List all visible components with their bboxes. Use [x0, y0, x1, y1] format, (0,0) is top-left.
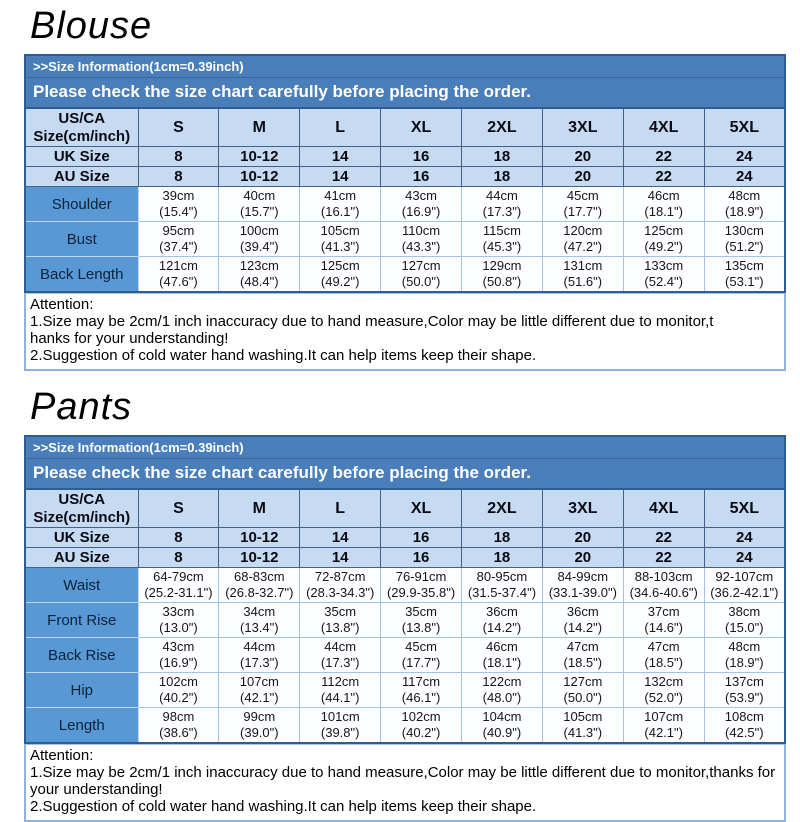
attention-note	[24, 744, 786, 822]
measurement-value-cell	[300, 568, 381, 603]
size-column-header: XL	[381, 489, 462, 528]
measurement-inch: (29.9-35.8")	[386, 585, 456, 600]
measurement-inch: (18.9")	[725, 655, 764, 670]
au-size-value: 10-12	[219, 548, 300, 568]
measurement-inch: (18.1")	[482, 655, 522, 670]
measurement-row	[25, 673, 785, 708]
measurement-cm: 133cm	[644, 258, 684, 273]
measurement-cm: 102cm	[158, 674, 198, 689]
size-column-header: S	[138, 108, 219, 147]
size-column-header: 3XL	[542, 108, 623, 147]
attention-line: Attention:	[30, 296, 94, 313]
measurement-cm: 44cm	[324, 639, 357, 654]
measurement-cm: 92-107cm	[715, 569, 774, 584]
size-table-body	[25, 108, 785, 292]
size-table	[24, 107, 786, 293]
measurement-cm: 35cm	[405, 604, 437, 619]
uk-size-value: 16	[381, 528, 462, 548]
measurement-value-cell	[542, 222, 623, 257]
measurement-inch: (51.2")	[725, 239, 764, 254]
size-check-notice: Please check the size chart carefully before placing the order.	[33, 82, 531, 101]
measurement-inch: (26.8-32.7")	[225, 585, 294, 600]
measurement-cm: 33cm	[162, 604, 195, 619]
measurement-value-cell	[138, 708, 219, 744]
size-sheet	[24, 435, 786, 822]
size-column-header: 3XL	[542, 489, 623, 528]
measurement-inch: (17.3")	[240, 655, 279, 670]
size-column-header: L	[300, 489, 381, 528]
measurement-cm: 122cm	[482, 674, 522, 689]
measurement-value-cell	[219, 568, 300, 603]
measurement-inch: (25.2-31.1")	[144, 585, 213, 600]
size-header-row	[25, 108, 785, 147]
measurement-cm: 37cm	[647, 604, 680, 619]
measurement-cm: 110cm	[402, 223, 441, 238]
measurement-inch: (13.4")	[240, 620, 279, 635]
measurement-inch: (17.7")	[401, 655, 441, 670]
measurement-value-cell	[704, 603, 785, 638]
measurement-label: Bust	[25, 222, 138, 257]
measurement-cm: 131cm	[563, 258, 603, 273]
measurement-value-cell	[623, 603, 704, 638]
measurement-value-cell	[462, 568, 543, 603]
size-column-header: 5XL	[704, 489, 785, 528]
measurement-cm: 112cm	[321, 674, 360, 689]
measurement-value-cell	[138, 673, 219, 708]
measurement-inch: (13.0")	[159, 620, 198, 635]
corner-header-line: US/CA	[58, 490, 106, 508]
measurement-value-cell	[219, 187, 300, 222]
au-size-value: 22	[623, 548, 704, 568]
measurement-inch: (39.8")	[320, 725, 360, 740]
uk-size-value: 10-12	[219, 528, 300, 548]
measurement-label: Back Rise	[25, 638, 138, 673]
au-size-value: 18	[462, 548, 543, 568]
measurement-value-cell	[381, 568, 462, 603]
uk-size-value: 24	[704, 147, 785, 167]
measurement-inch: (16.9")	[401, 204, 441, 219]
measurement-inch: (52.4")	[644, 274, 683, 289]
measurement-inch: (47.2")	[563, 239, 603, 254]
measurement-value-cell	[138, 187, 219, 222]
size-chart-page	[0, 4, 800, 822]
measurement-cm: 107cm	[239, 674, 279, 689]
measurement-inch: (18.9")	[725, 204, 764, 219]
measurement-value-cell	[623, 638, 704, 673]
measurement-inch: (49.2")	[644, 239, 683, 254]
measurement-value-cell	[300, 708, 381, 744]
uk-size-value: 20	[542, 147, 623, 167]
corner-header-line: Size(cm/inch)	[33, 508, 131, 526]
measurement-cm: 45cm	[405, 639, 437, 654]
measurement-cm: 35cm	[324, 604, 357, 619]
uk-size-value: 18	[462, 528, 543, 548]
measurement-inch: (34.6-40.6")	[629, 585, 698, 600]
measurement-cm: 127cm	[563, 674, 603, 689]
measurement-cm: 98cm	[162, 709, 195, 724]
measurement-cm: 99cm	[243, 709, 276, 724]
measurement-inch: (52.0")	[644, 690, 683, 705]
au-size-row	[25, 167, 785, 187]
uk-size-row	[25, 528, 785, 548]
measurement-inch: (39.4")	[240, 239, 279, 254]
au-size-row	[25, 548, 785, 568]
attention-line: Attention:	[30, 747, 94, 764]
au-size-value: 16	[381, 548, 462, 568]
measurement-cm: 105cm	[320, 223, 360, 238]
measurement-value-cell	[219, 708, 300, 744]
uk-size-value: 10-12	[219, 147, 300, 167]
measurement-inch: (18.5")	[563, 655, 603, 670]
measurement-inch: (39.0")	[240, 725, 279, 740]
measurement-cm: 121cm	[158, 258, 198, 273]
measurement-cm: 64-79cm	[153, 569, 204, 584]
measurement-value-cell	[300, 603, 381, 638]
size-column-header: 4XL	[623, 108, 704, 147]
section-title: Blouse	[30, 5, 153, 47]
measurement-inch: (48.0")	[482, 690, 522, 705]
measurement-cm: 45cm	[566, 188, 599, 203]
measurement-value-cell	[623, 187, 704, 222]
measurement-inch: (17.3")	[482, 204, 522, 219]
measurement-value-cell	[138, 603, 219, 638]
measurement-value-cell	[462, 222, 543, 257]
measurement-value-cell	[542, 257, 623, 293]
measurement-row	[25, 222, 785, 257]
measurement-value-cell	[462, 638, 543, 673]
measurement-cm: 120cm	[563, 223, 603, 238]
corner-header-cell	[25, 489, 138, 528]
size-column-header: S	[138, 489, 219, 528]
measurement-value-cell	[300, 257, 381, 293]
measurement-inch: (49.2")	[320, 274, 360, 289]
size-column-header: XL	[381, 108, 462, 147]
measurement-cm: 43cm	[405, 188, 437, 203]
measurement-inch: (37.4")	[159, 239, 198, 254]
uk-size-value: 22	[623, 528, 704, 548]
uk-size-value: 24	[704, 528, 785, 548]
measurement-value-cell	[138, 568, 219, 603]
attention-line: 2.Suggestion of cold water hand washing.It can help items keep their shape.	[30, 798, 537, 815]
measurement-label: Front Rise	[25, 603, 138, 638]
measurement-cm: 38cm	[728, 604, 761, 619]
measurement-inch: (17.3")	[320, 655, 360, 670]
measurement-inch: (14.6")	[644, 620, 683, 635]
measurement-value-cell	[300, 187, 381, 222]
size-info-band	[24, 54, 786, 107]
size-column-header: 2XL	[462, 489, 543, 528]
measurement-inch: (40.2")	[401, 725, 441, 740]
au-size-value: 24	[704, 167, 785, 187]
au-size-value: 20	[542, 548, 623, 568]
measurement-cm: 105cm	[563, 709, 603, 724]
measurement-inch: (16.1")	[320, 204, 360, 219]
measurement-inch: (33.1-39.0")	[548, 585, 617, 600]
measurement-value-cell	[704, 222, 785, 257]
measurement-value-cell	[219, 603, 300, 638]
corner-header-cell	[25, 108, 138, 147]
measurement-value-cell	[138, 638, 219, 673]
size-column-header: L	[300, 108, 381, 147]
measurement-cm: 47cm	[566, 639, 599, 654]
measurement-cm: 36cm	[486, 604, 518, 619]
measurement-cm: 102cm	[401, 709, 441, 724]
measurement-label: Back Length	[25, 257, 138, 293]
uk-size-label: UK Size	[25, 147, 138, 167]
measurement-inch: (40.2")	[159, 690, 198, 705]
measurement-cm: 104cm	[482, 709, 522, 724]
measurement-inch: (41.3")	[563, 725, 603, 740]
measurement-inch: (31.5-37.4")	[467, 585, 537, 600]
measurement-value-cell	[462, 708, 543, 744]
au-size-value: 24	[704, 548, 785, 568]
measurement-value-cell	[704, 257, 785, 293]
measurement-inch: (43.3")	[401, 239, 441, 254]
measurement-cm: 34cm	[243, 604, 276, 619]
au-size-label: AU Size	[25, 167, 138, 187]
size-header-row	[25, 489, 785, 528]
measurement-cm: 46cm	[647, 188, 680, 203]
size-column-header: M	[219, 108, 300, 147]
measurement-inch: (40.9")	[482, 725, 522, 740]
au-size-value: 10-12	[219, 167, 300, 187]
measurement-value-cell	[381, 708, 462, 744]
measurement-cm: 41cm	[324, 188, 357, 203]
measurement-value-cell	[462, 603, 543, 638]
measurement-cm: 48cm	[728, 639, 761, 654]
measurement-inch: (53.1")	[725, 274, 764, 289]
measurement-cm: 132cm	[644, 674, 684, 689]
measurement-cm: 115cm	[482, 223, 521, 238]
au-size-label: AU Size	[25, 548, 138, 568]
measurement-value-cell	[219, 638, 300, 673]
measurement-value-cell	[462, 187, 543, 222]
attention-line: your understanding!	[30, 781, 163, 798]
measurement-value-cell	[381, 603, 462, 638]
measurement-inch: (46.1")	[401, 690, 441, 705]
uk-size-label: UK Size	[25, 528, 138, 548]
measurement-value-cell	[704, 708, 785, 744]
measurement-value-cell	[300, 638, 381, 673]
measurement-value-cell	[300, 222, 381, 257]
measurement-cm: 135cm	[724, 258, 764, 273]
measurement-label: Hip	[25, 673, 138, 708]
measurement-value-cell	[704, 568, 785, 603]
measurement-cm: 76-91cm	[395, 569, 447, 584]
measurement-inch: (14.2")	[563, 620, 603, 635]
measurement-inch: (18.1")	[644, 204, 683, 219]
measurement-value-cell	[381, 222, 462, 257]
measurement-row	[25, 187, 785, 222]
size-sheet	[24, 54, 786, 371]
uk-size-value: 14	[300, 147, 381, 167]
measurement-inch: (48.4")	[240, 274, 279, 289]
au-size-value: 8	[138, 167, 219, 187]
measurement-inch: (51.6")	[563, 274, 603, 289]
measurement-value-cell	[704, 187, 785, 222]
measurement-value-cell	[219, 222, 300, 257]
measurement-inch: (14.2")	[482, 620, 522, 635]
measurement-row	[25, 638, 785, 673]
measurement-label: Length	[25, 708, 138, 744]
measurement-value-cell	[542, 568, 623, 603]
uk-size-value: 22	[623, 147, 704, 167]
measurement-inch: (15.0")	[725, 620, 764, 635]
size-table-body	[25, 489, 785, 743]
au-size-value: 18	[462, 167, 543, 187]
size-table	[24, 488, 786, 744]
size-check-notice: Please check the size chart carefully before placing the order.	[33, 463, 531, 482]
measurement-value-cell	[381, 257, 462, 293]
measurement-value-cell	[300, 673, 381, 708]
uk-size-value: 20	[542, 528, 623, 548]
measurement-inch: (42.5")	[725, 725, 764, 740]
measurement-inch: (42.1")	[644, 725, 683, 740]
size-chart-section	[0, 4, 800, 371]
measurement-cm: 127cm	[401, 258, 441, 273]
au-size-value: 16	[381, 167, 462, 187]
uk-size-value: 8	[138, 528, 219, 548]
section-title: Pants	[30, 386, 133, 428]
measurement-inch: (15.7")	[240, 204, 279, 219]
measurement-cm: 44cm	[243, 639, 276, 654]
measurement-cm: 125cm	[320, 258, 360, 273]
measurement-row	[25, 603, 785, 638]
measurement-cm: 125cm	[644, 223, 684, 238]
measurement-value-cell	[542, 638, 623, 673]
size-chart-section	[0, 385, 800, 822]
measurement-row	[25, 568, 785, 603]
measurement-inch: (18.5")	[644, 655, 683, 670]
au-size-value: 20	[542, 167, 623, 187]
size-info-heading: >>Size Information(1cm=0.39inch)	[26, 437, 784, 459]
measurement-cm: 43cm	[162, 639, 195, 654]
measurement-value-cell	[623, 708, 704, 744]
measurement-cm: 137cm	[724, 674, 764, 689]
measurement-inch: (13.8")	[401, 620, 441, 635]
attention-line: 1.Size may be 2cm/1 inch inaccuracy due to hand measure,Color may be little different due to monitor,t	[30, 313, 714, 330]
measurement-cm: 80-95cm	[476, 569, 528, 584]
measurement-cm: 72-87cm	[314, 569, 366, 584]
measurement-cm: 40cm	[243, 188, 276, 203]
size-column-header: 5XL	[704, 108, 785, 147]
measurement-inch: (44.1")	[320, 690, 360, 705]
measurement-inch: (50.0")	[563, 690, 603, 705]
uk-size-value: 14	[300, 528, 381, 548]
au-size-value: 14	[300, 167, 381, 187]
measurement-value-cell	[623, 568, 704, 603]
measurement-inch: (17.7")	[563, 204, 603, 219]
au-size-value: 8	[138, 548, 219, 568]
measurement-inch: (50.0")	[401, 274, 441, 289]
size-column-header: 4XL	[623, 489, 704, 528]
measurement-cm: 68-83cm	[234, 569, 285, 584]
measurement-value-cell	[623, 257, 704, 293]
measurement-inch: (28.3-34.3")	[306, 585, 375, 600]
uk-size-value: 8	[138, 147, 219, 167]
measurement-inch: (53.9")	[725, 690, 764, 705]
measurement-value-cell	[542, 673, 623, 708]
measurement-cm: 129cm	[482, 258, 522, 273]
measurement-inch: (41.3")	[320, 239, 360, 254]
size-column-header: M	[219, 489, 300, 528]
measurement-cm: 123cm	[239, 258, 279, 273]
size-info-band	[24, 435, 786, 488]
measurement-value-cell	[219, 673, 300, 708]
measurement-value-cell	[542, 708, 623, 744]
measurement-value-cell	[381, 187, 462, 222]
measurement-inch: (36.2-42.1")	[710, 585, 779, 600]
measurement-value-cell	[542, 603, 623, 638]
measurement-inch: (16.9")	[159, 655, 198, 670]
measurement-value-cell	[542, 187, 623, 222]
measurement-label: Shoulder	[25, 187, 138, 222]
measurement-value-cell	[138, 222, 219, 257]
size-info-heading: >>Size Information(1cm=0.39inch)	[26, 56, 784, 78]
measurement-cm: 100cm	[239, 223, 279, 238]
measurement-inch: (47.6")	[159, 274, 198, 289]
uk-size-row	[25, 147, 785, 167]
measurement-cm: 107cm	[644, 709, 684, 724]
measurement-value-cell	[462, 257, 543, 293]
measurement-cm: 48cm	[728, 188, 761, 203]
measurement-cm: 88-103cm	[634, 569, 693, 584]
au-size-value: 22	[623, 167, 704, 187]
measurement-cm: 130cm	[724, 223, 764, 238]
measurement-value-cell	[219, 257, 300, 293]
uk-size-value: 16	[381, 147, 462, 167]
attention-note	[24, 293, 786, 371]
measurement-cm: 47cm	[647, 639, 680, 654]
size-column-header: 2XL	[462, 108, 543, 147]
measurement-cm: 44cm	[486, 188, 518, 203]
measurement-value-cell	[138, 257, 219, 293]
attention-line: 1.Size may be 2cm/1 inch inaccuracy due to hand measure,Color may be little different due to monitor,thanks for	[30, 764, 776, 781]
measurement-cm: 39cm	[162, 188, 195, 203]
measurement-value-cell	[623, 222, 704, 257]
measurement-cm: 36cm	[566, 604, 599, 619]
measurement-label: Waist	[25, 568, 138, 603]
measurement-inch: (45.3")	[482, 239, 522, 254]
measurement-inch: (38.6")	[159, 725, 198, 740]
measurement-value-cell	[381, 638, 462, 673]
measurement-inch: (15.4")	[159, 204, 198, 219]
measurement-value-cell	[623, 673, 704, 708]
uk-size-value: 18	[462, 147, 543, 167]
attention-line: 2.Suggestion of cold water hand washing.It can help items keep their shape.	[30, 347, 537, 364]
au-size-value: 14	[300, 548, 381, 568]
measurement-cm: 95cm	[162, 223, 195, 238]
measurement-value-cell	[462, 673, 543, 708]
measurement-row	[25, 708, 785, 744]
measurement-inch: (13.8")	[320, 620, 360, 635]
measurement-value-cell	[704, 638, 785, 673]
corner-header-line: US/CA	[58, 109, 106, 127]
measurement-inch: (50.8")	[482, 274, 522, 289]
measurement-cm: 117cm	[402, 674, 441, 689]
measurement-value-cell	[381, 673, 462, 708]
corner-header-line: Size(cm/inch)	[33, 127, 131, 145]
measurement-row	[25, 257, 785, 293]
measurement-cm: 108cm	[724, 709, 764, 724]
measurement-cm: 46cm	[486, 639, 518, 654]
measurement-value-cell	[704, 673, 785, 708]
attention-line: hanks for your understanding!	[30, 330, 229, 347]
measurement-inch: (42.1")	[240, 690, 279, 705]
measurement-cm: 101cm	[320, 709, 360, 724]
measurement-cm: 84-99cm	[557, 569, 609, 584]
